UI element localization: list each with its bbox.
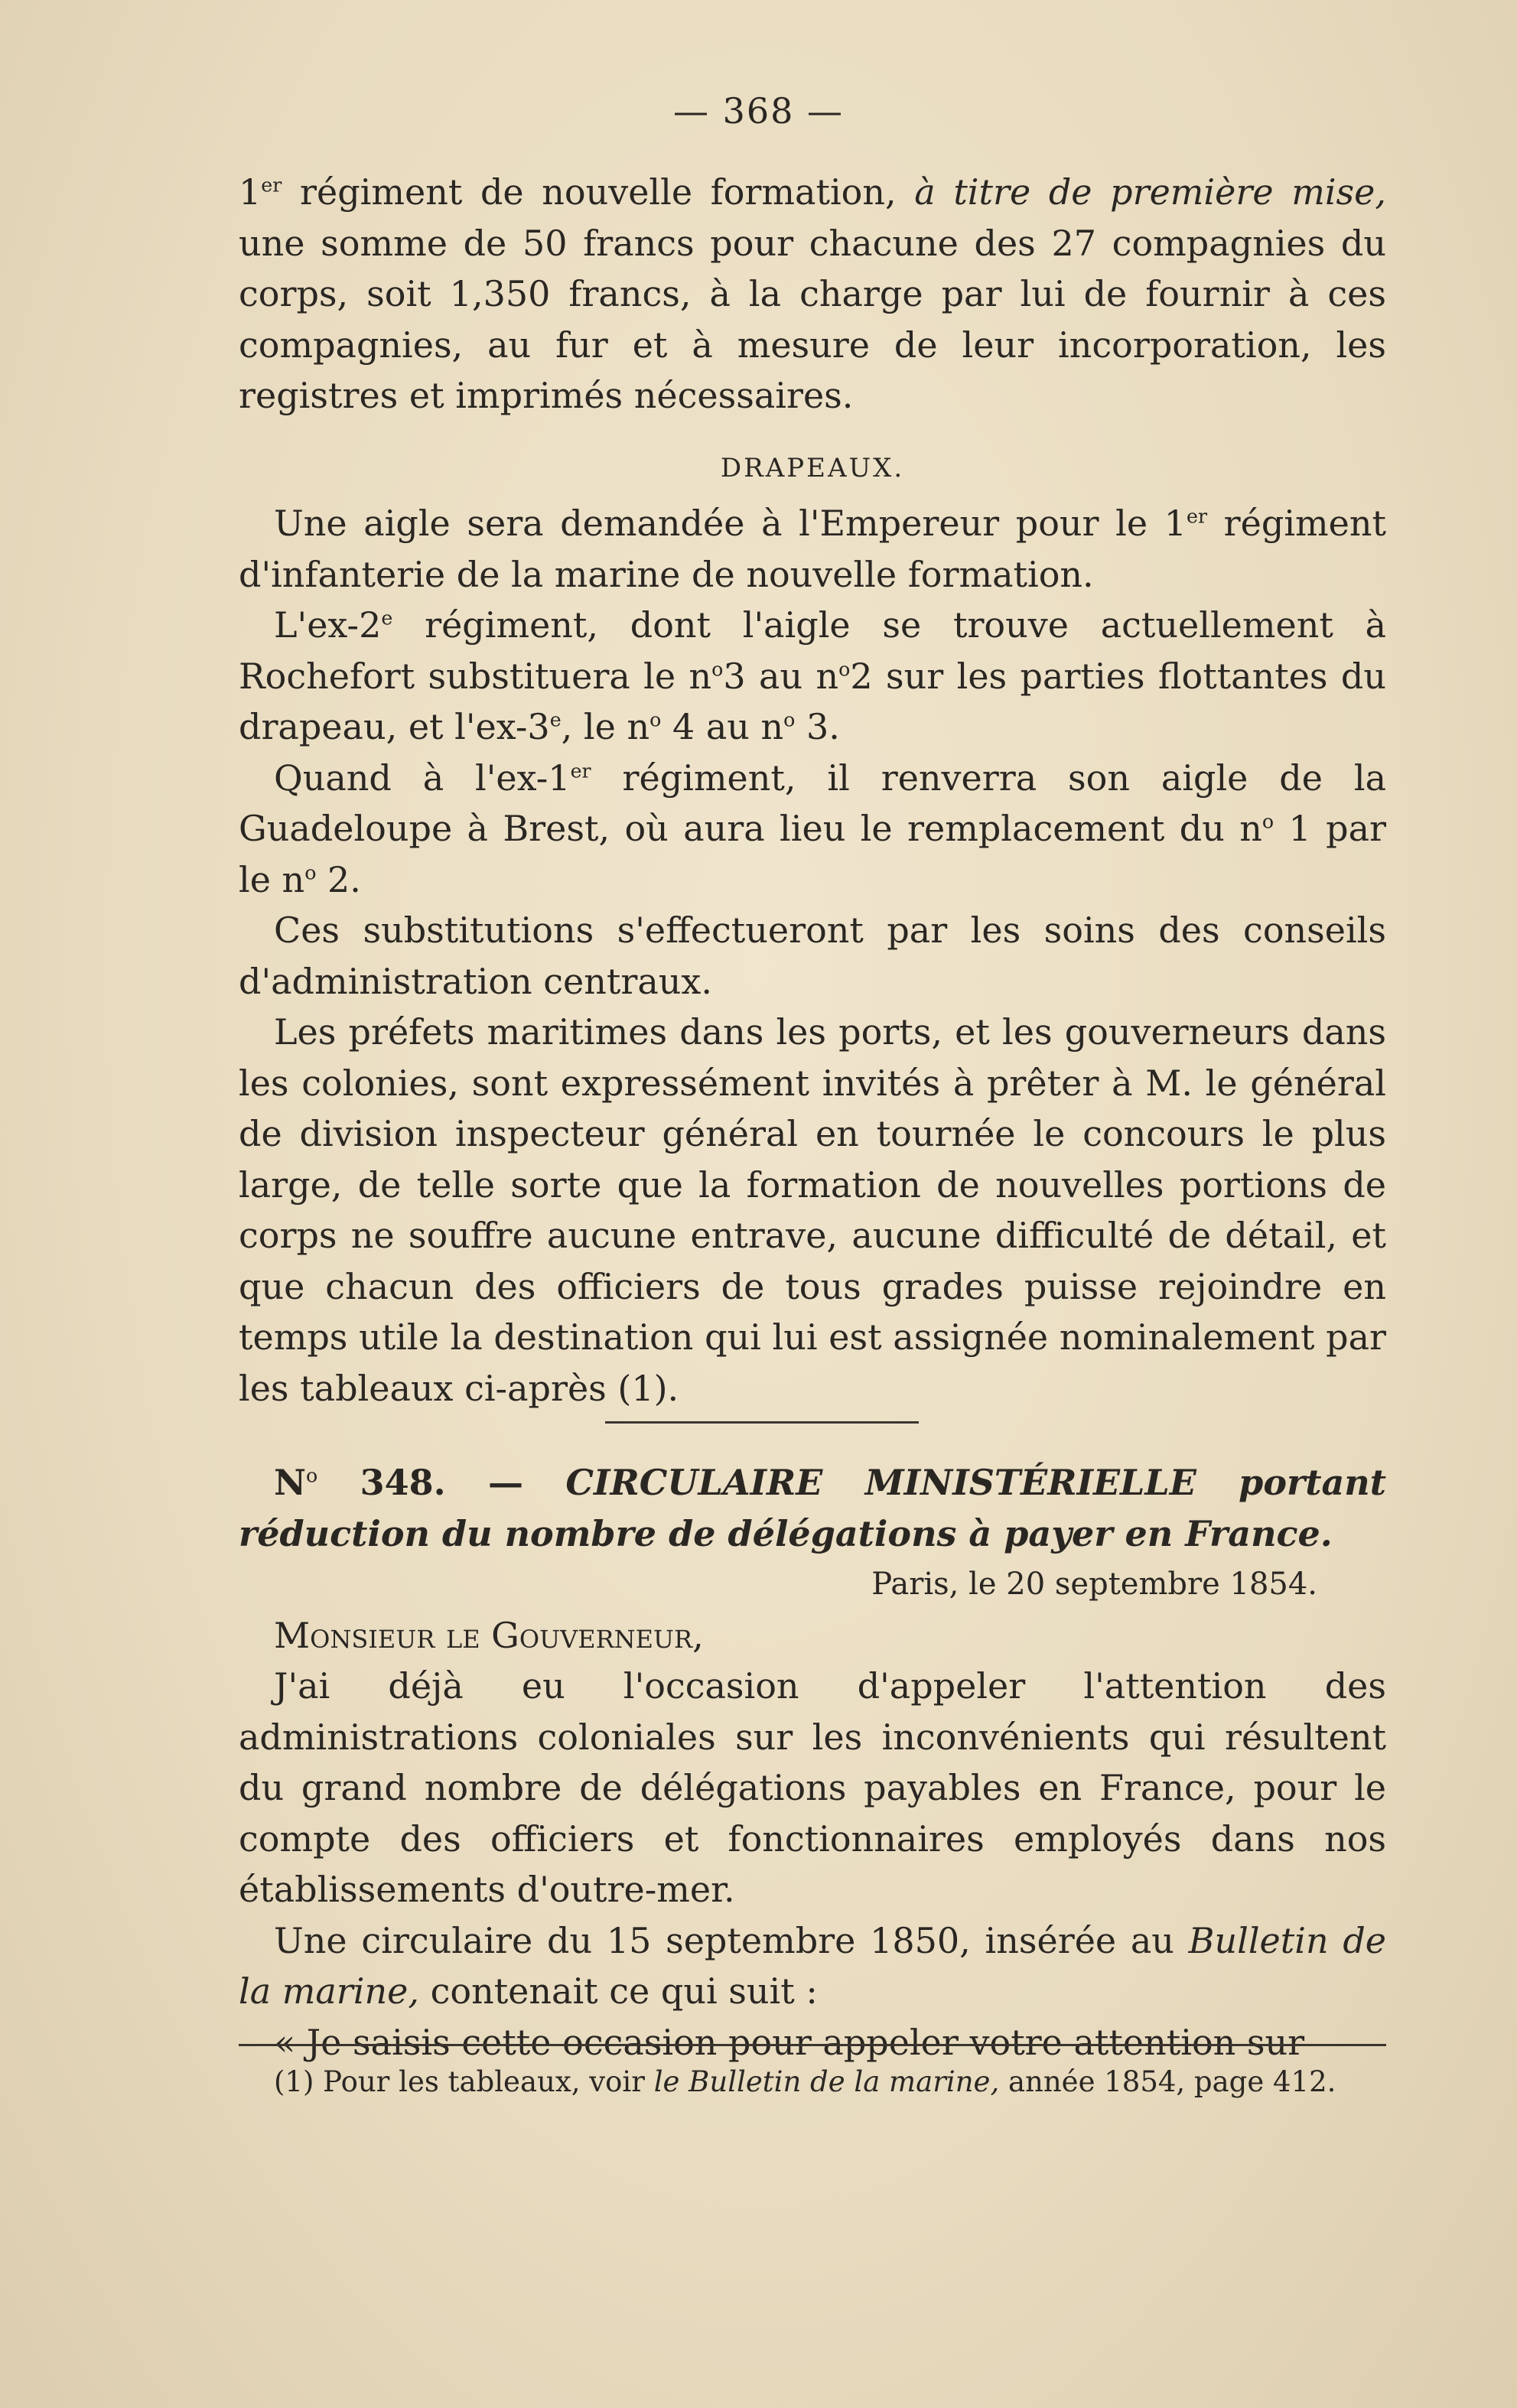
heading-circulaire-348: $N^o$ 348. — CIRCULAIRE MINISTÉRIELLE portant réduction du nombre de délégations à payer en France. [239,1462,1386,1554]
paragraph-prefets: Les préfets maritimes dans les ports, et les gouverneurs dans les colonies, sont expressément invités à prêter à M. le général de division inspecteur général en tournée le concours le plus large, de telle sorte que la formation de nouvelles portions de corps ne souffre aucune entrave, aucune difficulté de détail, et que chacun des officiers de tous grades puisse rejoindre en temps utile la destination qui lui est assignée nominalement par les tableaux ci-après (1). [239,1011,1386,1409]
paragraph-circulaire-1850: Une circulaire du 15 septembre 1850, insérée au Bulletin de la marine, contenait ce qui suit : [239,1919,1386,2012]
paragraph-first-regiment: 1er régiment de nouvelle formation, à titre de première mise, une somme de 50 francs pour chacune des 27 compagnies du corps, soit 1,350 francs, à la charge par lui de fournir à ces compagnies, au fur et à mesure de leur incorporation, les registres et imprimés nécessaires. [239,171,1386,416]
footnote-area [239,2065,1386,2099]
paragraph-delegations: J'ai déjà eu l'occasion d'appeler l'attention des administrations coloniales sur les inconvénients qui résultent du grand nombre de délégations payables en France, pour le compte des officiers et fonctionnaires employés dans nos établissements d'outre-mer. [239,1665,1386,1910]
heading-drapeaux: DRAPEAUX. [720,452,905,483]
paragraph-substitutions: Ces substitutions s'effectueront par les soins des conseils d'administration centraux. [239,910,1386,1002]
paragraph-quote-start: « Je saisis cette occasion pour appeler votre attention sur [274,2021,1305,2063]
paragraph-ex-1er: Quand à l'ex-1er régiment, il renverra son aigle de la Guadeloupe à Brest, où aura lieu le remplacement du $n^o$ 1 par le $n^o$ 2. [239,757,1386,900]
circular-348 [239,1457,1386,2068]
paragraph-aigle: Une aigle sera demandée à l'Empereur pour le 1er régiment d'infanterie de la marine de nouvelle formation. [239,503,1386,595]
upper-text [239,167,1386,1414]
footnote-rule [239,2044,1386,2046]
dateline: Paris, le 20 septembre 1854. [871,1567,1317,1602]
page-number: — 368 — [672,90,845,132]
section-divider [605,1421,919,1424]
paragraph-ex-2e: L'ex-2e régiment, dont l'aigle se trouve actuellement à Rochefort substituera le $n^o3$ au $n^o2$ sur les parties flottantes du drapeau, et l'ex-3e, le $n^o$ 4 au $n^o$ 3. [239,604,1387,747]
footnote-1: (1) Pour les tableaux, voir le Bulletin de la marine, année 1854, page 412. [274,2065,1336,2098]
salutation: Monsieur le Gouverneur, [274,1614,704,1656]
